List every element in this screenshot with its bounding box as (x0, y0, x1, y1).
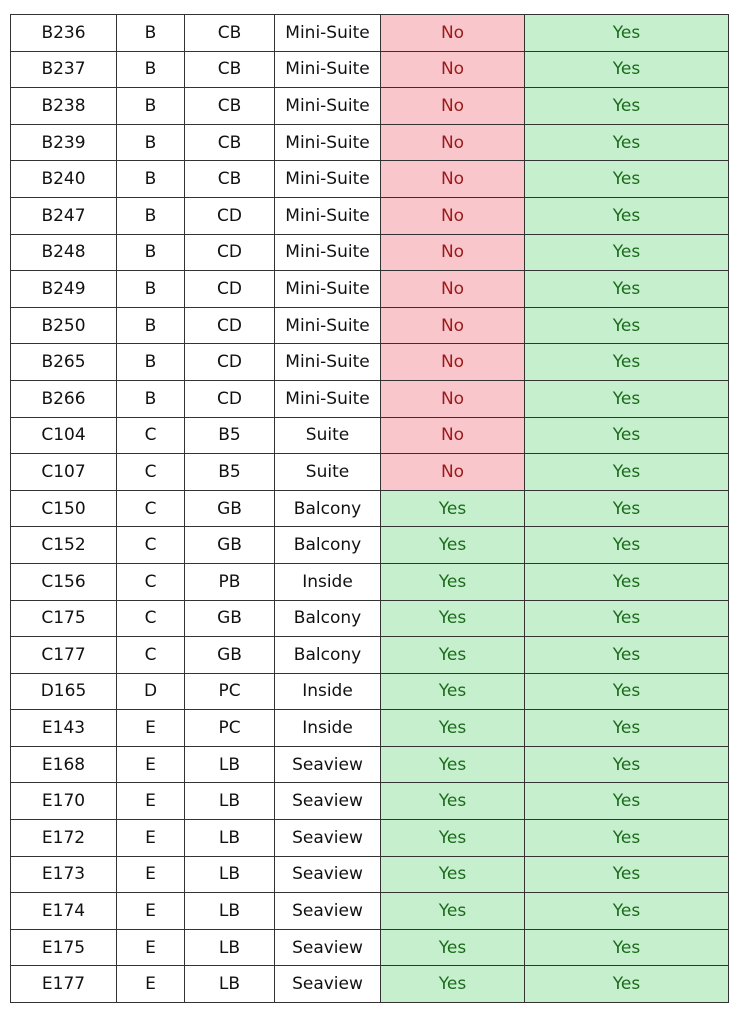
availability-cell-b: Yes (525, 417, 729, 454)
cabin-number-cell: E143 (11, 710, 117, 747)
cabin-number-cell: E170 (11, 783, 117, 820)
availability-cell-b: Yes (525, 454, 729, 491)
category-cell: B5 (185, 417, 275, 454)
category-cell: CB (185, 161, 275, 198)
availability-cell-a: Yes (381, 563, 525, 600)
availability-cell-b: Yes (525, 197, 729, 234)
availability-cell-a: No (381, 234, 525, 271)
cabin-number-cell: C177 (11, 637, 117, 674)
category-cell: CB (185, 88, 275, 125)
cabin-number-cell: C107 (11, 454, 117, 491)
deck-cell: E (117, 929, 185, 966)
availability-cell-a: No (381, 344, 525, 381)
availability-cell-b: Yes (525, 380, 729, 417)
availability-cell-a: Yes (381, 600, 525, 637)
availability-cell-b: Yes (525, 15, 729, 52)
cabin-type-cell: Inside (275, 710, 381, 747)
cabin-type-cell: Seaview (275, 783, 381, 820)
availability-cell-b: Yes (525, 637, 729, 674)
deck-cell: E (117, 746, 185, 783)
table-row (11, 710, 729, 747)
cabin-type-cell: Seaview (275, 929, 381, 966)
deck-cell: B (117, 307, 185, 344)
availability-cell-b: Yes (525, 490, 729, 527)
category-cell: B5 (185, 454, 275, 491)
cabin-number-cell: C152 (11, 527, 117, 564)
availability-cell-b: Yes (525, 929, 729, 966)
cabin-number-cell: B237 (11, 51, 117, 88)
availability-cell-b: Yes (525, 527, 729, 564)
table-row (11, 563, 729, 600)
availability-cell-a: Yes (381, 527, 525, 564)
category-cell: CD (185, 380, 275, 417)
cabin-number-cell: B236 (11, 15, 117, 52)
cabin-number-cell: E175 (11, 929, 117, 966)
deck-cell: C (117, 527, 185, 564)
category-cell: GB (185, 490, 275, 527)
table-row (11, 820, 729, 857)
cabin-number-cell: B265 (11, 344, 117, 381)
deck-cell: B (117, 15, 185, 52)
category-cell: LB (185, 966, 275, 1003)
table-row (11, 15, 729, 52)
table-row (11, 234, 729, 271)
cabin-type-cell: Mini-Suite (275, 88, 381, 125)
category-cell: PB (185, 563, 275, 600)
availability-cell-a: Yes (381, 783, 525, 820)
cabin-number-cell: E177 (11, 966, 117, 1003)
deck-cell: B (117, 88, 185, 125)
deck-cell: E (117, 893, 185, 930)
availability-cell-b: Yes (525, 271, 729, 308)
cabin-number-cell: E168 (11, 746, 117, 783)
table-row (11, 271, 729, 308)
table-row (11, 344, 729, 381)
category-cell: LB (185, 893, 275, 930)
availability-cell-b: Yes (525, 893, 729, 930)
cabin-type-cell: Balcony (275, 527, 381, 564)
category-cell: CB (185, 124, 275, 161)
cabin-type-cell: Suite (275, 417, 381, 454)
category-cell: LB (185, 820, 275, 857)
category-cell: CB (185, 51, 275, 88)
deck-cell: C (117, 490, 185, 527)
cabin-table-sheet (10, 14, 728, 1003)
availability-cell-b: Yes (525, 307, 729, 344)
cabin-type-cell: Seaview (275, 893, 381, 930)
availability-cell-b: Yes (525, 820, 729, 857)
availability-cell-a: No (381, 197, 525, 234)
availability-cell-a: No (381, 51, 525, 88)
cabin-type-cell: Mini-Suite (275, 234, 381, 271)
deck-cell: B (117, 271, 185, 308)
cabin-number-cell: E172 (11, 820, 117, 857)
category-cell: CD (185, 271, 275, 308)
availability-cell-b: Yes (525, 234, 729, 271)
category-cell: CB (185, 15, 275, 52)
table-row (11, 490, 729, 527)
deck-cell: B (117, 51, 185, 88)
category-cell: GB (185, 637, 275, 674)
cabin-table-body (11, 15, 729, 1003)
cabin-type-cell: Balcony (275, 637, 381, 674)
category-cell: LB (185, 746, 275, 783)
cabin-number-cell: B266 (11, 380, 117, 417)
table-row (11, 380, 729, 417)
table-row (11, 929, 729, 966)
cabin-type-cell: Balcony (275, 600, 381, 637)
availability-cell-a: Yes (381, 856, 525, 893)
cabin-type-cell: Mini-Suite (275, 124, 381, 161)
category-cell: LB (185, 783, 275, 820)
availability-cell-a: Yes (381, 893, 525, 930)
table-row (11, 893, 729, 930)
availability-cell-a: No (381, 307, 525, 344)
cabin-number-cell: E174 (11, 893, 117, 930)
cabin-number-cell: B238 (11, 88, 117, 125)
availability-cell-a: Yes (381, 490, 525, 527)
availability-cell-a: No (381, 124, 525, 161)
cabin-type-cell: Balcony (275, 490, 381, 527)
category-cell: PC (185, 673, 275, 710)
availability-cell-a: No (381, 15, 525, 52)
availability-cell-b: Yes (525, 673, 729, 710)
availability-cell-b: Yes (525, 710, 729, 747)
availability-cell-a: No (381, 271, 525, 308)
availability-cell-a: Yes (381, 710, 525, 747)
cabin-type-cell: Mini-Suite (275, 307, 381, 344)
table-row (11, 417, 729, 454)
availability-cell-a: Yes (381, 673, 525, 710)
availability-cell-a: Yes (381, 637, 525, 674)
cabin-number-cell: C104 (11, 417, 117, 454)
availability-cell-b: Yes (525, 88, 729, 125)
table-row (11, 856, 729, 893)
deck-cell: B (117, 344, 185, 381)
deck-cell: C (117, 600, 185, 637)
cabin-type-cell: Inside (275, 673, 381, 710)
cabin-number-cell: C150 (11, 490, 117, 527)
table-row (11, 454, 729, 491)
table-row (11, 197, 729, 234)
availability-cell-b: Yes (525, 966, 729, 1003)
availability-cell-a: Yes (381, 966, 525, 1003)
cabin-type-cell: Seaview (275, 746, 381, 783)
deck-cell: E (117, 783, 185, 820)
cabin-type-cell: Mini-Suite (275, 380, 381, 417)
availability-cell-a: No (381, 380, 525, 417)
table-row (11, 637, 729, 674)
cabin-number-cell: D165 (11, 673, 117, 710)
availability-cell-b: Yes (525, 783, 729, 820)
availability-cell-b: Yes (525, 344, 729, 381)
table-row (11, 307, 729, 344)
cabin-type-cell: Seaview (275, 856, 381, 893)
availability-cell-b: Yes (525, 161, 729, 198)
category-cell: GB (185, 600, 275, 637)
cabin-type-cell: Seaview (275, 820, 381, 857)
table-row (11, 966, 729, 1003)
deck-cell: B (117, 234, 185, 271)
table-row (11, 673, 729, 710)
table-row (11, 51, 729, 88)
cabin-type-cell: Mini-Suite (275, 271, 381, 308)
availability-cell-b: Yes (525, 51, 729, 88)
deck-cell: E (117, 856, 185, 893)
category-cell: CD (185, 197, 275, 234)
cabin-number-cell: B250 (11, 307, 117, 344)
cabin-type-cell: Mini-Suite (275, 51, 381, 88)
deck-cell: B (117, 380, 185, 417)
availability-cell-a: No (381, 161, 525, 198)
deck-cell: C (117, 563, 185, 600)
category-cell: LB (185, 856, 275, 893)
cabin-type-cell: Mini-Suite (275, 197, 381, 234)
deck-cell: C (117, 637, 185, 674)
cabin-number-cell: B247 (11, 197, 117, 234)
availability-cell-a: No (381, 417, 525, 454)
cabin-number-cell: B249 (11, 271, 117, 308)
availability-cell-b: Yes (525, 600, 729, 637)
cabin-type-cell: Suite (275, 454, 381, 491)
table-row (11, 783, 729, 820)
cabin-type-cell: Mini-Suite (275, 344, 381, 381)
deck-cell: B (117, 124, 185, 161)
table-row (11, 746, 729, 783)
table-row (11, 161, 729, 198)
availability-cell-a: No (381, 88, 525, 125)
deck-cell: E (117, 820, 185, 857)
cabin-number-cell: B240 (11, 161, 117, 198)
table-row (11, 527, 729, 564)
category-cell: LB (185, 929, 275, 966)
availability-cell-b: Yes (525, 124, 729, 161)
cabin-number-cell: B239 (11, 124, 117, 161)
deck-cell: B (117, 161, 185, 198)
cabin-number-cell: E173 (11, 856, 117, 893)
cabin-table (10, 14, 729, 1003)
deck-cell: B (117, 197, 185, 234)
cabin-number-cell: B248 (11, 234, 117, 271)
cabin-number-cell: C156 (11, 563, 117, 600)
deck-cell: E (117, 966, 185, 1003)
deck-cell: C (117, 417, 185, 454)
cabin-type-cell: Seaview (275, 966, 381, 1003)
availability-cell-b: Yes (525, 746, 729, 783)
category-cell: CD (185, 344, 275, 381)
availability-cell-a: Yes (381, 929, 525, 966)
cabin-type-cell: Mini-Suite (275, 161, 381, 198)
table-row (11, 88, 729, 125)
availability-cell-b: Yes (525, 563, 729, 600)
availability-cell-b: Yes (525, 856, 729, 893)
availability-cell-a: Yes (381, 820, 525, 857)
category-cell: PC (185, 710, 275, 747)
deck-cell: E (117, 710, 185, 747)
cabin-type-cell: Mini-Suite (275, 15, 381, 52)
category-cell: CD (185, 307, 275, 344)
table-row (11, 600, 729, 637)
category-cell: CD (185, 234, 275, 271)
cabin-number-cell: C175 (11, 600, 117, 637)
category-cell: GB (185, 527, 275, 564)
availability-cell-a: No (381, 454, 525, 491)
availability-cell-a: Yes (381, 746, 525, 783)
deck-cell: D (117, 673, 185, 710)
table-row (11, 124, 729, 161)
deck-cell: C (117, 454, 185, 491)
cabin-type-cell: Inside (275, 563, 381, 600)
